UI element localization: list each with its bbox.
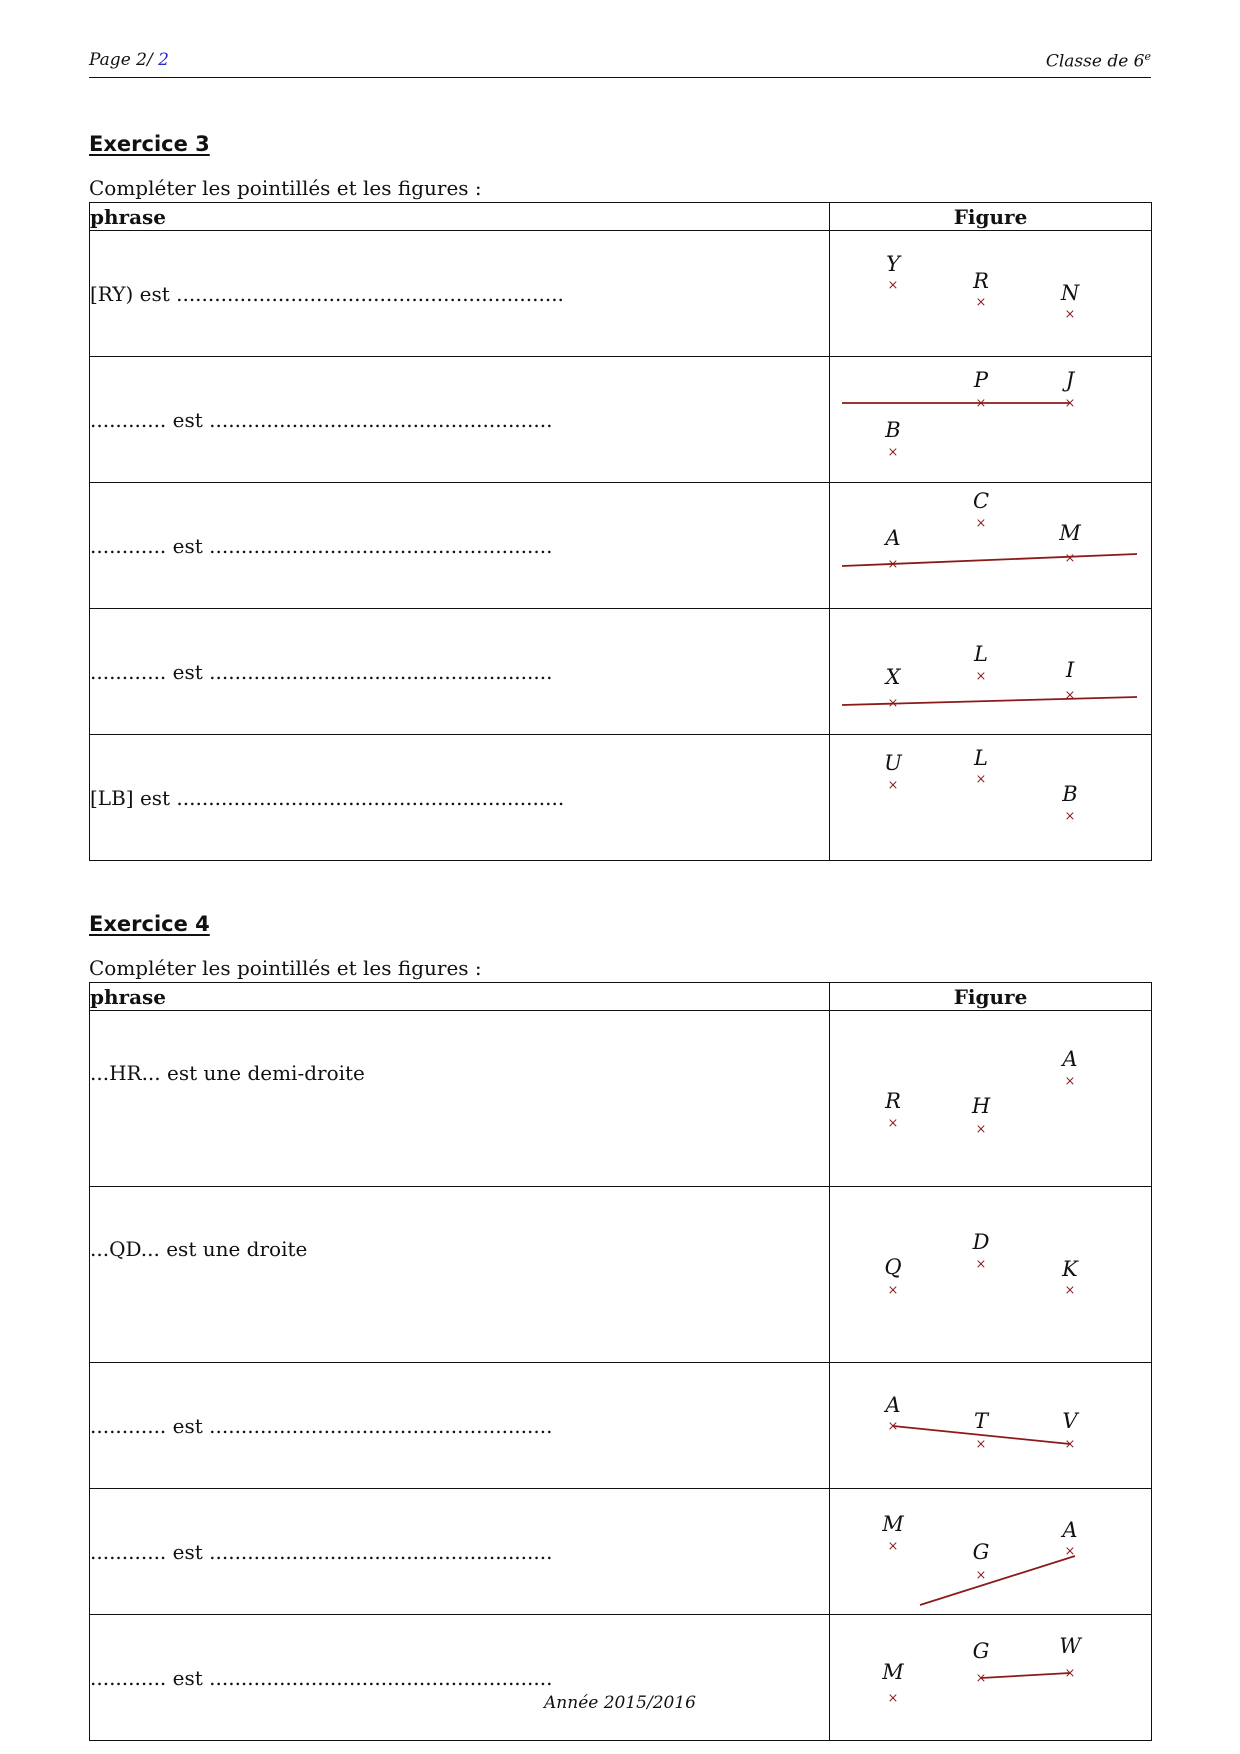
table-row	[90, 1489, 1152, 1615]
point-label: M	[1059, 521, 1081, 545]
point-cross-icon: ×	[887, 778, 899, 793]
table-row	[90, 1187, 1152, 1363]
point-cross-icon: ×	[975, 669, 987, 684]
figure-points-dqk	[830, 1212, 1150, 1337]
point-label: R	[885, 1089, 901, 1113]
exercise-3-title: Exercice 3	[89, 132, 210, 156]
point-cross-icon: ×	[887, 278, 899, 293]
exercise-4-table	[89, 982, 1152, 1741]
point-cross-icon: ×	[887, 1419, 899, 1434]
point-label: H	[971, 1094, 991, 1118]
phrase-cell[interactable]: ............ est ......................................................	[90, 483, 830, 609]
col-header-phrase: phrase	[90, 983, 830, 1011]
class-label: Classe de 6e	[1045, 50, 1151, 72]
point-cross-icon: ×	[887, 1691, 899, 1706]
point-label: X	[885, 665, 901, 689]
phrase-cell[interactable]: ............ est ......................................................	[90, 357, 830, 483]
figure-cell[interactable]	[830, 357, 1152, 483]
col-header-phrase: phrase	[90, 203, 830, 231]
figure-segment-av	[830, 1363, 1150, 1488]
point-cross-icon: ×	[975, 1257, 987, 1272]
exercise-3-table	[89, 202, 1152, 861]
table-row	[90, 483, 1152, 609]
point-cross-icon: ×	[975, 1437, 987, 1452]
point-cross-icon: ×	[1064, 1074, 1076, 1089]
point-label: G	[972, 1639, 990, 1663]
straight-line	[842, 697, 1137, 705]
point-cross-icon: ×	[975, 516, 987, 531]
figure-cell[interactable]	[830, 1489, 1152, 1615]
table-row	[90, 1011, 1152, 1187]
point-label: M	[882, 1512, 904, 1536]
ray-line	[920, 1556, 1075, 1605]
point-label: U	[884, 751, 902, 775]
point-cross-icon: ×	[975, 1568, 987, 1583]
point-label: A	[1062, 1518, 1078, 1542]
point-label: B	[1062, 782, 1078, 806]
phrase-cell[interactable]: ...QD... est une droite	[90, 1187, 830, 1363]
table-row	[90, 735, 1152, 861]
point-label: K	[1062, 1257, 1078, 1281]
point-label: B	[885, 418, 901, 442]
point-label: L	[974, 746, 988, 770]
point-cross-icon: ×	[975, 396, 987, 411]
segment-line	[981, 1673, 1070, 1678]
point-cross-icon: ×	[887, 445, 899, 460]
phrase-cell[interactable]: ............ est ......................................................	[90, 1363, 830, 1489]
point-cross-icon: ×	[887, 1283, 899, 1298]
figure-segment-lb	[830, 735, 1150, 860]
point-label: A	[885, 526, 901, 550]
point-label: W	[1059, 1634, 1081, 1658]
point-label: D	[972, 1230, 990, 1254]
col-header-figure: Figure	[830, 983, 1152, 1011]
table-row	[90, 231, 1152, 357]
point-label: V	[1062, 1409, 1078, 1433]
page-number: Page 2/ 2	[89, 50, 169, 70]
figure-cell[interactable]	[830, 483, 1152, 609]
figure-cell[interactable]	[830, 231, 1152, 357]
phrase-cell[interactable]: ............ est ......................................................	[90, 1615, 830, 1741]
phrase-cell[interactable]: ............ est ......................................................	[90, 609, 830, 735]
page-total-link[interactable]: 2	[158, 50, 169, 70]
point-label: R	[973, 269, 989, 293]
point-cross-icon: ×	[887, 1116, 899, 1131]
exercise-4-instruction: Compléter les pointillés et les figures :	[89, 956, 482, 980]
table-row	[90, 609, 1152, 735]
point-cross-icon: ×	[887, 557, 899, 572]
point-label: I	[1065, 658, 1075, 682]
straight-line	[842, 554, 1137, 566]
figure-ray-jp	[830, 357, 1150, 482]
figure-cell[interactable]	[830, 1011, 1152, 1187]
col-header-figure: Figure	[830, 203, 1152, 231]
phrase-cell[interactable]: ............ est ......................................................	[90, 1489, 830, 1615]
point-label: M	[882, 1660, 904, 1684]
phrase-cell[interactable]: [RY) est .............................................................	[90, 231, 830, 357]
point-cross-icon: ×	[1064, 1666, 1076, 1681]
point-cross-icon: ×	[1064, 396, 1076, 411]
figure-line-am	[830, 483, 1150, 608]
point-cross-icon: ×	[1064, 688, 1076, 703]
point-label: Q	[884, 1255, 902, 1279]
figure-cell[interactable]	[830, 609, 1152, 735]
point-label: L	[974, 642, 988, 666]
figure-segment-gw	[830, 1615, 1150, 1740]
table-row	[90, 357, 1152, 483]
point-label: P	[973, 368, 989, 392]
point-cross-icon: ×	[1064, 307, 1076, 322]
figure-ray-ag	[830, 1489, 1150, 1614]
exercise-4-title: Exercice 4	[89, 912, 210, 936]
point-label: J	[1065, 368, 1075, 392]
point-cross-icon: ×	[975, 772, 987, 787]
point-cross-icon: ×	[1064, 1437, 1076, 1452]
point-label: C	[972, 489, 990, 513]
point-label: G	[972, 1540, 990, 1564]
point-cross-icon: ×	[1064, 551, 1076, 566]
figure-line-xi	[830, 609, 1150, 734]
figure-cell[interactable]	[830, 1187, 1152, 1363]
footer-year: Année 2015/2016	[544, 1693, 696, 1713]
point-cross-icon: ×	[1064, 1544, 1076, 1559]
point-cross-icon: ×	[887, 696, 899, 711]
figure-cell[interactable]	[830, 1363, 1152, 1489]
header-rule	[89, 77, 1151, 78]
point-label: A	[885, 1393, 901, 1417]
figure-cell[interactable]	[830, 735, 1152, 861]
point-label: A	[1062, 1047, 1078, 1071]
point-cross-icon: ×	[887, 1539, 899, 1554]
phrase-cell[interactable]: [LB] est .............................................................	[90, 735, 830, 861]
figure-points-arh	[830, 1036, 1150, 1161]
point-cross-icon: ×	[1064, 809, 1076, 824]
figure-ray-ry	[830, 231, 1150, 356]
point-label: Y	[886, 252, 900, 276]
point-label: T	[973, 1409, 989, 1433]
point-cross-icon: ×	[975, 1122, 987, 1137]
phrase-cell[interactable]: ...HR... est une demi-droite	[90, 1011, 830, 1187]
point-cross-icon: ×	[975, 295, 987, 310]
table-row	[90, 1363, 1152, 1489]
point-cross-icon: ×	[975, 1671, 987, 1686]
point-label: N	[1060, 281, 1080, 305]
exercise-3-instruction: Compléter les pointillés et les figures :	[89, 176, 482, 200]
table-row	[90, 1615, 1152, 1741]
point-cross-icon: ×	[1064, 1283, 1076, 1298]
figure-cell[interactable]	[830, 1615, 1152, 1741]
